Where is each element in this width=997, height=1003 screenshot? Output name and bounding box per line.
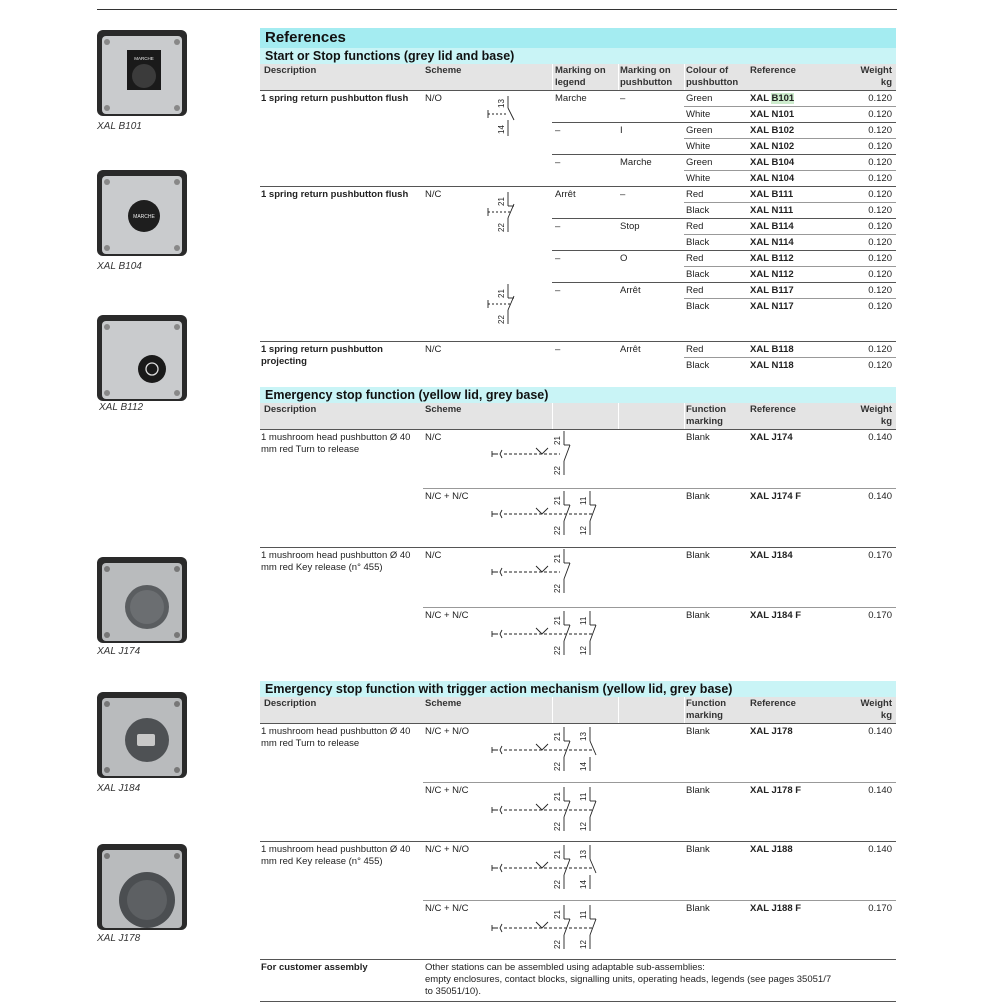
product-photo-xal-j184 [97, 690, 187, 794]
row-pushbutton: Arrêt [620, 285, 641, 296]
row-scheme: N/C + N/C [425, 610, 469, 621]
table-header-trigger-action [260, 697, 896, 723]
row-weight: 0.120 [868, 93, 892, 104]
row-scheme: N/C [425, 432, 442, 443]
row-colour: White [686, 141, 711, 152]
svg-text:14: 14 [497, 125, 506, 134]
row-legend: – [555, 157, 561, 168]
photo-caption: XAL B101 [97, 121, 142, 132]
row-colour: Red [686, 253, 704, 264]
svg-text:14: 14 [579, 762, 588, 771]
row-weight: 0.120 [868, 221, 892, 232]
row-colour: Red [686, 344, 704, 355]
row-function: Blank [686, 550, 710, 561]
nc-key-release-scheme [490, 549, 570, 595]
nc-contact-scheme [482, 192, 522, 238]
row-reference: XAL J184 F [750, 610, 802, 621]
row-colour: White [686, 173, 711, 184]
row-description: 1 mushroom head pushbutton Ø 40 mm red Key release (n° 455) [261, 844, 411, 867]
row-weight: 0.120 [868, 205, 892, 216]
product-photo-xal-b112 [97, 313, 187, 413]
row-weight: 0.120 [868, 344, 892, 355]
photo-caption: XAL J184 [97, 783, 141, 794]
row-reference: XAL B101 [750, 93, 795, 104]
row-weight: 0.140 [868, 491, 892, 502]
product-photo-xal-j174 [97, 555, 187, 657]
row-weight: 0.120 [868, 189, 892, 200]
row-weight: 0.120 [868, 141, 892, 152]
svg-text:22: 22 [553, 646, 562, 655]
row-function: Blank [686, 785, 710, 796]
section-title-start-stop: Start or Stop functions (grey lid and base) [260, 48, 896, 64]
row-colour: Red [686, 189, 704, 200]
svg-text:22: 22 [553, 822, 562, 831]
row-colour: White [686, 109, 711, 120]
row-colour: Black [686, 269, 710, 280]
row-pushbutton: O [620, 253, 628, 264]
row-scheme: N/C + N/O [425, 844, 470, 855]
row-weight: 0.170 [868, 903, 892, 914]
header-marking-legend: Marking on legend [555, 65, 606, 88]
row-pushbutton: – [620, 189, 626, 200]
mushroom-pushbutton-box-image [97, 842, 187, 932]
row-reference: XAL B111 [750, 189, 794, 200]
nc-nc-key-release-scheme [490, 611, 600, 657]
row-weight: 0.170 [868, 550, 892, 561]
row-function: Blank [686, 610, 710, 621]
section-title-trigger-action: Emergency stop function with trigger action mechanism (yellow lid, grey base) [260, 681, 896, 697]
svg-text:11: 11 [579, 616, 588, 625]
references-panel [260, 28, 896, 1003]
customer-assembly-label: For customer assembly [261, 962, 368, 973]
row-scheme: N/C [425, 550, 442, 561]
row-weight: 0.120 [868, 253, 892, 264]
row-pushbutton: – [620, 93, 626, 104]
row-legend: – [555, 253, 561, 264]
header-weight: Weight kg [860, 65, 892, 88]
svg-text:13: 13 [497, 99, 506, 108]
svg-text:22: 22 [497, 315, 506, 324]
row-colour: Green [686, 157, 713, 168]
row-scheme: N/C [425, 344, 442, 355]
customer-assembly [260, 959, 896, 1003]
row-weight: 0.170 [868, 610, 892, 621]
photo-caption: XAL B104 [97, 261, 142, 272]
svg-text:12: 12 [579, 526, 588, 535]
svg-text:22: 22 [553, 584, 562, 593]
row-function: Blank [686, 432, 710, 443]
svg-text:22: 22 [553, 762, 562, 771]
row-weight: 0.120 [868, 173, 892, 184]
row-reference: XAL B114 [750, 221, 794, 232]
key-release-pushbutton-box-image [97, 690, 187, 780]
row-colour: Red [686, 221, 704, 232]
row-legend: Marche [555, 93, 587, 104]
row-weight: 0.120 [868, 109, 892, 120]
header-function-marking: Function marking [686, 404, 727, 427]
row-reference: XAL B117 [750, 285, 794, 296]
svg-text:22: 22 [553, 466, 562, 475]
svg-text:MARCHE: MARCHE [133, 214, 155, 220]
header-scheme: Scheme [425, 698, 462, 709]
grey-pushbutton-box-image [97, 313, 187, 403]
row-legend: – [555, 285, 561, 296]
row-weight: 0.120 [868, 237, 892, 248]
row-reference: XAL J184 [750, 550, 793, 561]
product-photo-xal-b104 [97, 168, 187, 272]
svg-text:22: 22 [553, 526, 562, 535]
svg-text:13: 13 [579, 732, 588, 741]
row-pushbutton: Stop [620, 221, 640, 232]
header-description: Description [264, 404, 317, 415]
row-description: 1 mushroom head pushbutton Ø 40 mm red Key release (n° 455) [261, 550, 411, 573]
table-body-emergency-stop [260, 429, 896, 677]
row-pushbutton: I [620, 125, 623, 136]
row-legend: – [555, 221, 561, 232]
row-legend: Arrêt [555, 189, 576, 200]
header-function-marking: Function marking [686, 698, 727, 721]
row-description: 1 mushroom head pushbutton Ø 40 mm red Turn to release [261, 726, 411, 749]
customer-assembly-text: Other stations can be assembled using adaptable sub-assemblies: [425, 962, 705, 973]
svg-text:21: 21 [553, 436, 562, 445]
svg-text:22: 22 [553, 880, 562, 889]
row-scheme: N/O [425, 93, 442, 104]
customer-assembly-text: empty enclosures, contact blocks, signalling units, operating heads, legends (see pages 35051/7 [425, 974, 832, 985]
svg-text:11: 11 [579, 496, 588, 505]
nc-nc-mushroom-scheme [490, 491, 600, 537]
table-body-start-stop [260, 90, 896, 382]
mushroom-pushbutton-box-image [97, 555, 187, 645]
svg-text:MARCHE: MARCHE [134, 56, 154, 61]
row-scheme: N/C + N/C [425, 491, 469, 502]
table-body-trigger-action [260, 723, 896, 959]
svg-text:22: 22 [497, 223, 506, 232]
row-function: Blank [686, 491, 710, 502]
row-description: 1 spring return pushbutton flush [261, 189, 409, 200]
row-reference: XAL N101 [750, 109, 795, 120]
row-reference: XAL B118 [750, 344, 794, 355]
grey-pushbutton-box-image [97, 28, 187, 118]
row-reference: XAL J178 [750, 726, 793, 737]
row-colour: Red [686, 285, 704, 296]
row-scheme: N/C [425, 189, 442, 200]
references-title: References [260, 28, 896, 48]
svg-text:12: 12 [579, 822, 588, 831]
svg-text:21: 21 [553, 850, 562, 859]
svg-text:21: 21 [553, 496, 562, 505]
row-weight: 0.120 [868, 360, 892, 371]
header-scheme: Scheme [425, 404, 462, 415]
row-colour: Black [686, 205, 710, 216]
row-function: Blank [686, 726, 710, 737]
row-description: 1 spring return pushbutton projecting [261, 344, 383, 367]
svg-text:22: 22 [553, 940, 562, 949]
nc-nc-trigger-scheme [490, 787, 600, 833]
row-scheme: N/C + N/C [425, 785, 469, 796]
nc-nc-key-trigger-scheme [490, 905, 600, 951]
svg-text:14: 14 [579, 880, 588, 889]
svg-text:21: 21 [553, 792, 562, 801]
row-scheme: N/C + N/C [425, 903, 469, 914]
row-pushbutton: Arrêt [620, 344, 641, 355]
product-photo-xal-j178 [97, 842, 187, 944]
grey-pushbutton-box-image [97, 168, 187, 258]
table-header-emergency-stop [260, 403, 896, 429]
svg-text:21: 21 [553, 616, 562, 625]
table-header-start-stop [260, 64, 896, 90]
photo-caption: XAL J174 [97, 646, 141, 657]
row-weight: 0.140 [868, 844, 892, 855]
row-weight: 0.120 [868, 285, 892, 296]
row-weight: 0.140 [868, 432, 892, 443]
svg-text:11: 11 [579, 910, 588, 919]
nc-contact-scheme [482, 284, 522, 330]
row-reference: XAL J188 [750, 844, 793, 855]
top-rule [97, 9, 897, 10]
row-reference: XAL J178 F [750, 785, 802, 796]
header-reference: Reference [750, 65, 796, 76]
row-description: 1 mushroom head pushbutton Ø 40 mm red Turn to release [261, 432, 411, 455]
svg-text:21: 21 [553, 732, 562, 741]
row-scheme: N/C + N/O [425, 726, 470, 737]
svg-text:12: 12 [579, 646, 588, 655]
row-legend: – [555, 344, 561, 355]
row-reference: XAL N118 [750, 360, 794, 371]
svg-text:21: 21 [497, 289, 506, 298]
header-colour: Colour of pushbutton [686, 65, 739, 88]
nc-mushroom-scheme [490, 431, 570, 477]
row-colour: Black [686, 301, 710, 312]
row-weight: 0.120 [868, 125, 892, 136]
row-reference: XAL J188 F [750, 903, 802, 914]
header-weight: Weight kg [860, 404, 892, 427]
photo-caption: XAL B112 [99, 402, 144, 413]
svg-text:11: 11 [579, 792, 588, 801]
nc-no-key-trigger-scheme [490, 845, 600, 891]
row-weight: 0.120 [868, 301, 892, 312]
header-weight: Weight kg [860, 698, 892, 721]
row-pushbutton: Marche [620, 157, 652, 168]
row-reference: XAL N102 [750, 141, 795, 152]
row-reference: XAL N114 [750, 237, 794, 248]
row-weight: 0.140 [868, 726, 892, 737]
row-reference: XAL B102 [750, 125, 795, 136]
row-legend: – [555, 125, 561, 136]
row-colour: Black [686, 237, 710, 248]
svg-text:21: 21 [553, 910, 562, 919]
svg-text:21: 21 [497, 197, 506, 206]
row-description: 1 spring return pushbutton flush [261, 93, 409, 104]
row-weight: 0.120 [868, 157, 892, 168]
product-photo-xal-b101 [97, 28, 187, 132]
photo-caption: XAL J178 [97, 933, 141, 944]
row-weight: 0.140 [868, 785, 892, 796]
header-description: Description [264, 65, 317, 76]
row-weight: 0.120 [868, 269, 892, 280]
header-reference: Reference [750, 404, 796, 415]
header-description: Description [264, 698, 317, 709]
row-reference: XAL N104 [750, 173, 795, 184]
header-marking-pushbutton: Marking on pushbutton [620, 65, 673, 88]
section-title-emergency-stop: Emergency stop function (yellow lid, grey base) [260, 387, 896, 403]
row-reference: XAL J174 F [750, 491, 802, 502]
row-reference: XAL N111 [750, 205, 794, 216]
svg-text:13: 13 [579, 850, 588, 859]
row-reference: XAL J174 [750, 432, 793, 443]
no-contact-scheme [482, 96, 522, 142]
customer-assembly-text: to 35051/10). [425, 986, 481, 997]
row-reference: XAL B104 [750, 157, 795, 168]
row-colour: Green [686, 125, 713, 136]
header-reference: Reference [750, 698, 796, 709]
header-scheme: Scheme [425, 65, 462, 76]
svg-text:12: 12 [579, 940, 588, 949]
row-reference: XAL N112 [750, 269, 794, 280]
row-colour: Green [686, 93, 713, 104]
row-function: Blank [686, 844, 710, 855]
row-function: Blank [686, 903, 710, 914]
svg-text:21: 21 [553, 554, 562, 563]
row-reference: XAL N117 [750, 301, 794, 312]
row-colour: Black [686, 360, 710, 371]
row-reference: XAL B112 [750, 253, 794, 264]
nc-no-trigger-scheme [490, 727, 600, 773]
